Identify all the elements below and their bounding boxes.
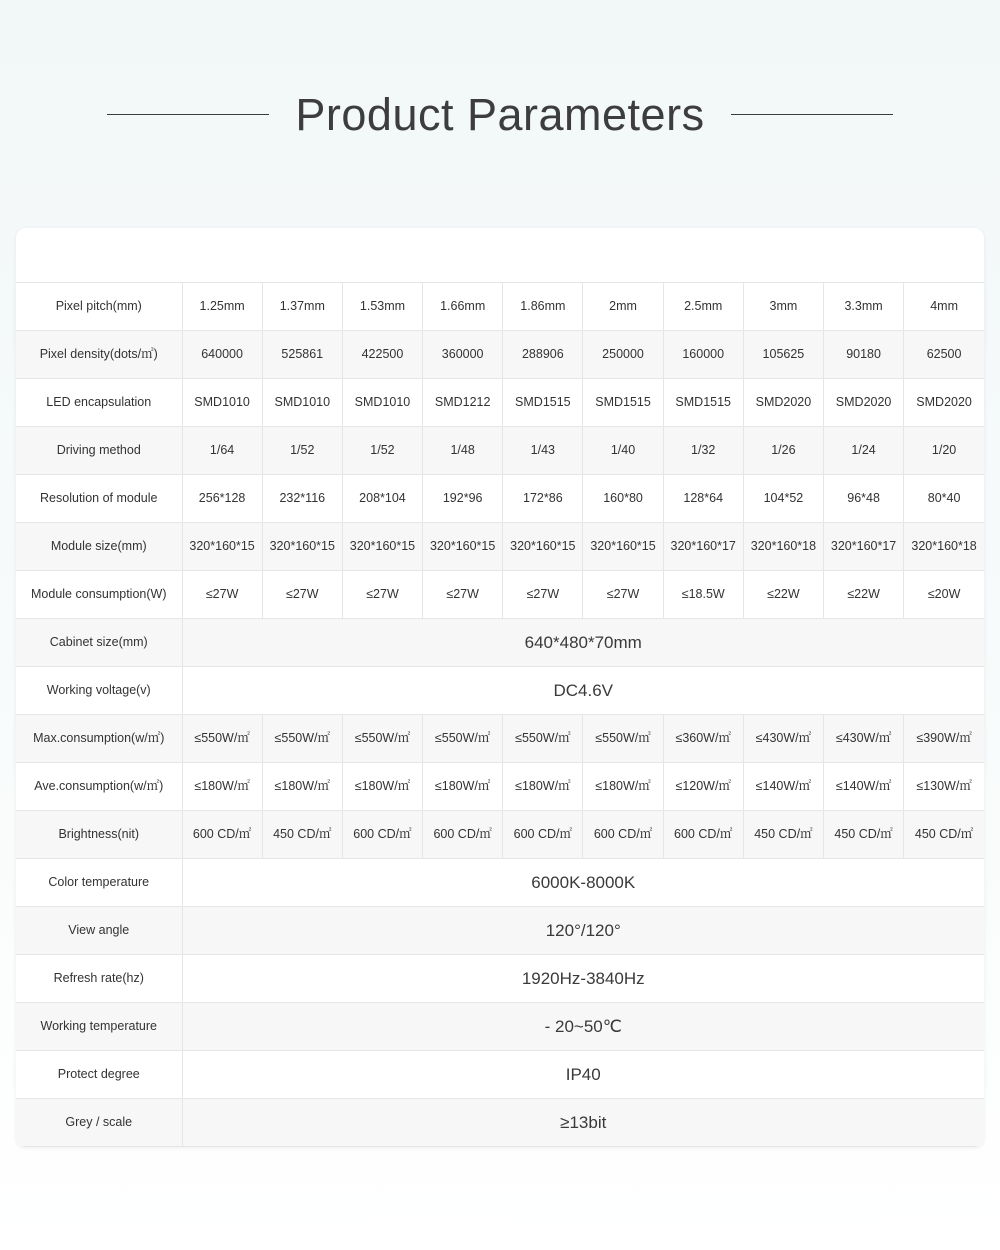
cell: ≤180W/㎡ (182, 763, 262, 811)
cell-merged: - 20~50℃ (182, 1003, 984, 1051)
row-label: Brightness(nit) (16, 811, 182, 859)
cell: 2.5mm (663, 283, 743, 331)
cell: ≤22W (743, 571, 823, 619)
cell: 250000 (583, 331, 663, 379)
cell: 320*160*15 (342, 523, 422, 571)
cell: SMD1515 (663, 379, 743, 427)
cell: ≤22W (824, 571, 904, 619)
table-row (16, 427, 984, 475)
table-row (16, 859, 984, 907)
row-label: LED encapsulation (16, 379, 182, 427)
cell-merged: 120°/120° (182, 907, 984, 955)
cell: 1/32 (663, 427, 743, 475)
table-row (16, 571, 984, 619)
page-title: Product Parameters (295, 89, 705, 140)
cell: 1.86mm (503, 283, 583, 331)
cell: ≤550W/㎡ (503, 715, 583, 763)
cell: 208*104 (342, 475, 422, 523)
cell: 192*96 (423, 475, 503, 523)
row-label: Cabinet size(mm) (16, 619, 182, 667)
cell-merged: DC4.6V (182, 667, 984, 715)
table-row (16, 667, 984, 715)
row-label: Pixel density(dots/㎡) (16, 331, 182, 379)
cell: ≤550W/㎡ (423, 715, 503, 763)
cell: 160000 (663, 331, 743, 379)
cell: 1.66mm (423, 283, 503, 331)
cell: 90180 (824, 331, 904, 379)
cell: 256*128 (182, 475, 262, 523)
cell: SMD1515 (583, 379, 663, 427)
cell: ≤27W (182, 571, 262, 619)
title-rule-left (107, 114, 269, 115)
cell: ≤180W/㎡ (503, 763, 583, 811)
row-label: Ave.consumption(w/㎡) (16, 763, 182, 811)
cell: SMD2020 (743, 379, 823, 427)
cell: 128*64 (663, 475, 743, 523)
table-body (16, 283, 984, 1147)
title-rule-right (731, 114, 893, 115)
row-label: Working temperature (16, 1003, 182, 1051)
table-row (16, 907, 984, 955)
cell: SMD2020 (824, 379, 904, 427)
cell: 1.53mm (342, 283, 422, 331)
cell: 160*80 (583, 475, 663, 523)
row-label: Refresh rate(hz) (16, 955, 182, 1003)
cell: ≤140W/㎡ (824, 763, 904, 811)
cell: ≤550W/㎡ (182, 715, 262, 763)
cell: 1/52 (262, 427, 342, 475)
cell: 1.37mm (262, 283, 342, 331)
cell: 450 CD/㎡ (824, 811, 904, 859)
cell: ≤27W (423, 571, 503, 619)
cell: 288906 (503, 331, 583, 379)
cell: 1/43 (503, 427, 583, 475)
row-label: Max.consumption(w/㎡) (16, 715, 182, 763)
cell: 62500 (904, 331, 984, 379)
cell: 600 CD/㎡ (423, 811, 503, 859)
cell: 320*160*15 (423, 523, 503, 571)
cell: ≤390W/㎡ (904, 715, 984, 763)
cell: ≤180W/㎡ (262, 763, 342, 811)
cell: ≤430W/㎡ (743, 715, 823, 763)
cell: SMD1010 (342, 379, 422, 427)
cell-merged: 1920Hz-3840Hz (182, 955, 984, 1003)
cell-merged: IP40 (182, 1051, 984, 1099)
cell: 640000 (182, 331, 262, 379)
cell: 600 CD/㎡ (583, 811, 663, 859)
row-label: Pixel pitch(mm) (16, 283, 182, 331)
table-row (16, 379, 984, 427)
cell: SMD1515 (503, 379, 583, 427)
cell: 80*40 (904, 475, 984, 523)
table-row (16, 955, 984, 1003)
row-label: Grey / scale (16, 1099, 182, 1147)
row-label: Module size(mm) (16, 523, 182, 571)
row-label: Protect degree (16, 1051, 182, 1099)
cell: 320*160*18 (904, 523, 984, 571)
cell: 450 CD/㎡ (262, 811, 342, 859)
row-label: Working voltage(v) (16, 667, 182, 715)
cell: 320*160*15 (182, 523, 262, 571)
cell: 4mm (904, 283, 984, 331)
cell: 360000 (423, 331, 503, 379)
table-row (16, 1051, 984, 1099)
cell: 1/26 (743, 427, 823, 475)
cell: 96*48 (824, 475, 904, 523)
table-row (16, 763, 984, 811)
cell: ≤27W (262, 571, 342, 619)
cell: 232*116 (262, 475, 342, 523)
spec-table-card (16, 228, 984, 1147)
cell: 320*160*15 (262, 523, 342, 571)
cell: 600 CD/㎡ (503, 811, 583, 859)
cell: ≤20W (904, 571, 984, 619)
cell: 3mm (743, 283, 823, 331)
cell: 3.3mm (824, 283, 904, 331)
row-label: Driving method (16, 427, 182, 475)
cell: ≤27W (583, 571, 663, 619)
cell: SMD1212 (423, 379, 503, 427)
cell: 600 CD/㎡ (182, 811, 262, 859)
cell: ≤550W/㎡ (583, 715, 663, 763)
row-label: Resolution of module (16, 475, 182, 523)
cell: 422500 (342, 331, 422, 379)
cell: SMD1010 (262, 379, 342, 427)
table-row (16, 1099, 984, 1147)
cell: ≤27W (503, 571, 583, 619)
cell: 1/40 (583, 427, 663, 475)
cell: 1/24 (824, 427, 904, 475)
cell: 450 CD/㎡ (743, 811, 823, 859)
cell: 105625 (743, 331, 823, 379)
cell: 104*52 (743, 475, 823, 523)
cell: ≤140W/㎡ (743, 763, 823, 811)
cell: 600 CD/㎡ (342, 811, 422, 859)
cell: ≤430W/㎡ (824, 715, 904, 763)
cell-merged: 6000K-8000K (182, 859, 984, 907)
table-row (16, 283, 984, 331)
cell: 320*160*17 (663, 523, 743, 571)
cell: 1/48 (423, 427, 503, 475)
row-label: View angle (16, 907, 182, 955)
row-label: Module consumption(W) (16, 571, 182, 619)
cell: 172*86 (503, 475, 583, 523)
cell: ≤120W/㎡ (663, 763, 743, 811)
table-row (16, 1003, 984, 1051)
cell: 600 CD/㎡ (663, 811, 743, 859)
cell: 320*160*18 (743, 523, 823, 571)
specification-table (16, 282, 984, 1147)
cell: 1/64 (182, 427, 262, 475)
table-row (16, 715, 984, 763)
cell-merged: ≥13bit (182, 1099, 984, 1147)
table-row (16, 331, 984, 379)
cell: ≤180W/㎡ (342, 763, 422, 811)
cell: ≤550W/㎡ (342, 715, 422, 763)
cell: 320*160*17 (824, 523, 904, 571)
cell: ≤27W (342, 571, 422, 619)
cell: SMD2020 (904, 379, 984, 427)
table-row (16, 619, 984, 667)
table-row (16, 523, 984, 571)
cell: ≤18.5W (663, 571, 743, 619)
table-row (16, 475, 984, 523)
table-row (16, 811, 984, 859)
cell: 1/20 (904, 427, 984, 475)
page-title-block (0, 89, 1000, 140)
cell: SMD1010 (182, 379, 262, 427)
cell: ≤180W/㎡ (423, 763, 503, 811)
cell: 1/52 (342, 427, 422, 475)
cell: 320*160*15 (583, 523, 663, 571)
cell: ≤130W/㎡ (904, 763, 984, 811)
cell: 450 CD/㎡ (904, 811, 984, 859)
cell: ≤550W/㎡ (262, 715, 342, 763)
cell: 525861 (262, 331, 342, 379)
cell: 1.25mm (182, 283, 262, 331)
cell: 2mm (583, 283, 663, 331)
row-label: Color temperature (16, 859, 182, 907)
cell: ≤180W/㎡ (583, 763, 663, 811)
cell: 320*160*15 (503, 523, 583, 571)
cell-merged: 640*480*70mm (182, 619, 984, 667)
cell: ≤360W/㎡ (663, 715, 743, 763)
